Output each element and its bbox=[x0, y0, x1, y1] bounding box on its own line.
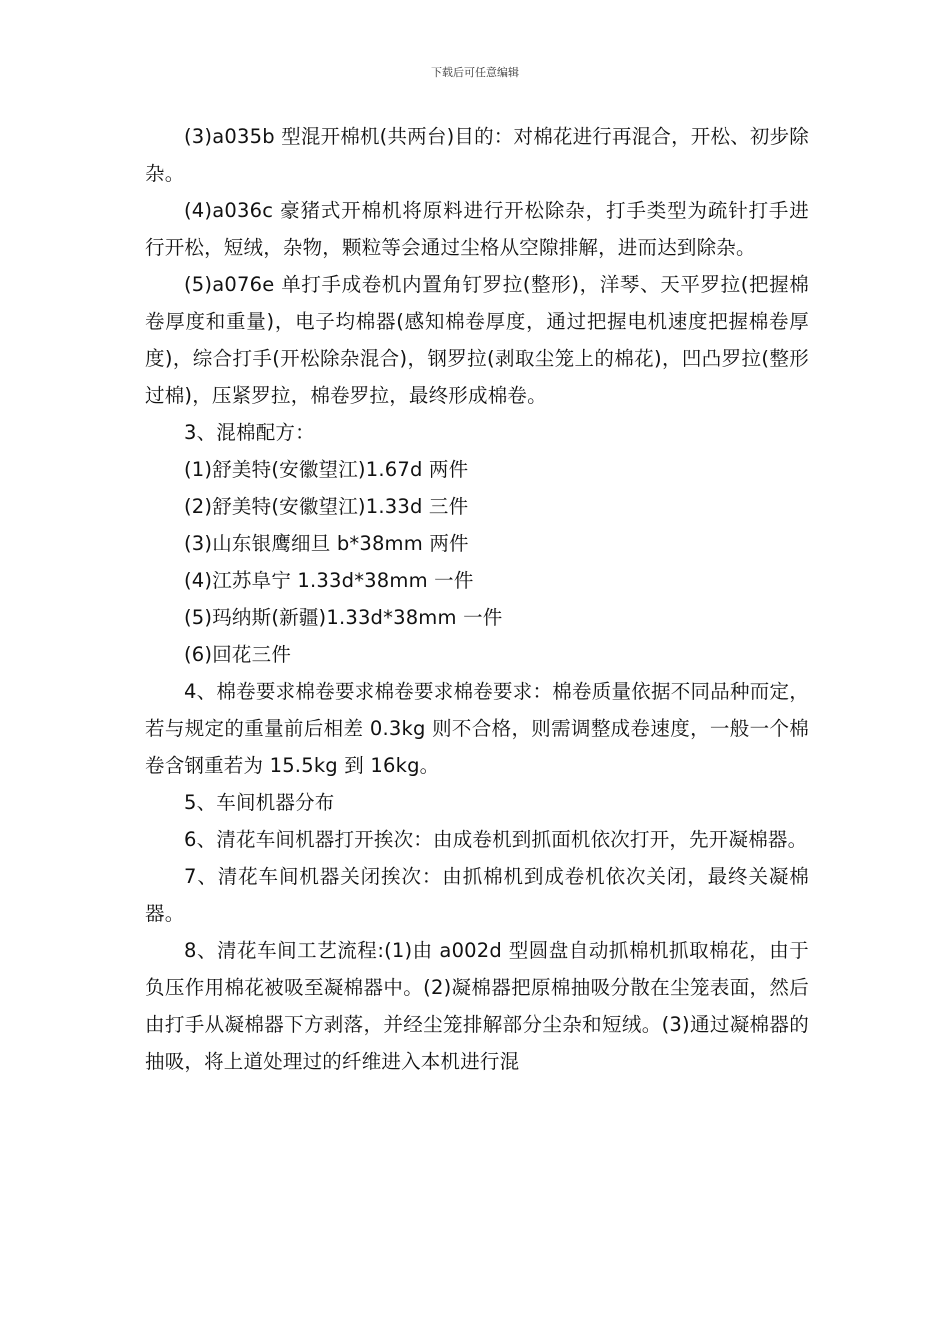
section-heading-machine-layout: 5、车间机器分布 bbox=[184, 791, 335, 814]
document-body bbox=[145, 118, 809, 1080]
page-header: 下载后可任意编辑 bbox=[431, 66, 519, 79]
paragraph-lap-requirements: 4、棉卷要求棉卷要求棉卷要求棉卷要求：棉卷质量依据不同品种而定，若与规定的重量前后相差 0.3kg 则不合格，则需调整成卷速度，一般一个棉卷含钢重若为 15.5kg 到 16kg。 bbox=[145, 680, 809, 777]
paragraph-a076e: (5)a076e 单打手成卷机内置角钉罗拉(整形)，洋琴、天平罗拉(把握棉卷厚度和重量)，电子均棉器(感知棉卷厚度，通过把握电机速度把握棉卷厚度)，综合打手(开松除杂混合)，钢罗拉(剥取尘笼上的棉花)，凹凸罗拉(整形过棉)，压紧罗拉，棉卷罗拉，最终形成棉卷。 bbox=[145, 273, 809, 407]
list-item: (2)舒美特(安徽望江)1.33d 三件 bbox=[184, 495, 469, 518]
paragraph-startup-order: 6、清花车间机器打开挨次：由成卷机到抓面机依次打开，先开凝棉器。 bbox=[184, 828, 808, 851]
list-item: (1)舒美特(安徽望江)1.67d 两件 bbox=[184, 458, 469, 481]
paragraph-shutdown-order: 7、清花车间机器关闭挨次：由抓棉机到成卷机依次关闭，最终关凝棉器。 bbox=[145, 865, 809, 925]
paragraph-process-flow: 8、清花车间工艺流程:(1)由 a002d 型圆盘自动抓棉机抓取棉花，由于负压作用棉花被吸至凝棉器中。(2)凝棉器把原棉抽吸分散在尘笼表面，然后由打手从凝棉器下方剥落，并经尘笼排解部分尘杂和短绒。(3)通过凝棉器的抽吸，将上道处理过的纤维进入本机进行混 bbox=[145, 939, 809, 1073]
section-heading-blend-formula: 3、混棉配方： bbox=[184, 421, 315, 444]
list-item: (3)山东银鹰细旦 b*38mm 两件 bbox=[184, 532, 469, 555]
list-item: (6)回花三件 bbox=[184, 643, 292, 666]
paragraph-a035b: (3)a035b 型混开棉机(共两台)目的：对棉花进行再混合，开松、初步除杂。 bbox=[145, 125, 809, 185]
list-item: (4)江苏阜宁 1.33d*38mm 一件 bbox=[184, 569, 474, 592]
paragraph-a036c: (4)a036c 豪猪式开棉机将原料进行开松除杂，打手类型为疏针打手进行开松，短绒，杂物，颗粒等会通过尘格从空隙排解，进而达到除杂。 bbox=[145, 199, 809, 259]
list-item: (5)玛纳斯(新疆)1.33d*38mm 一件 bbox=[184, 606, 503, 629]
